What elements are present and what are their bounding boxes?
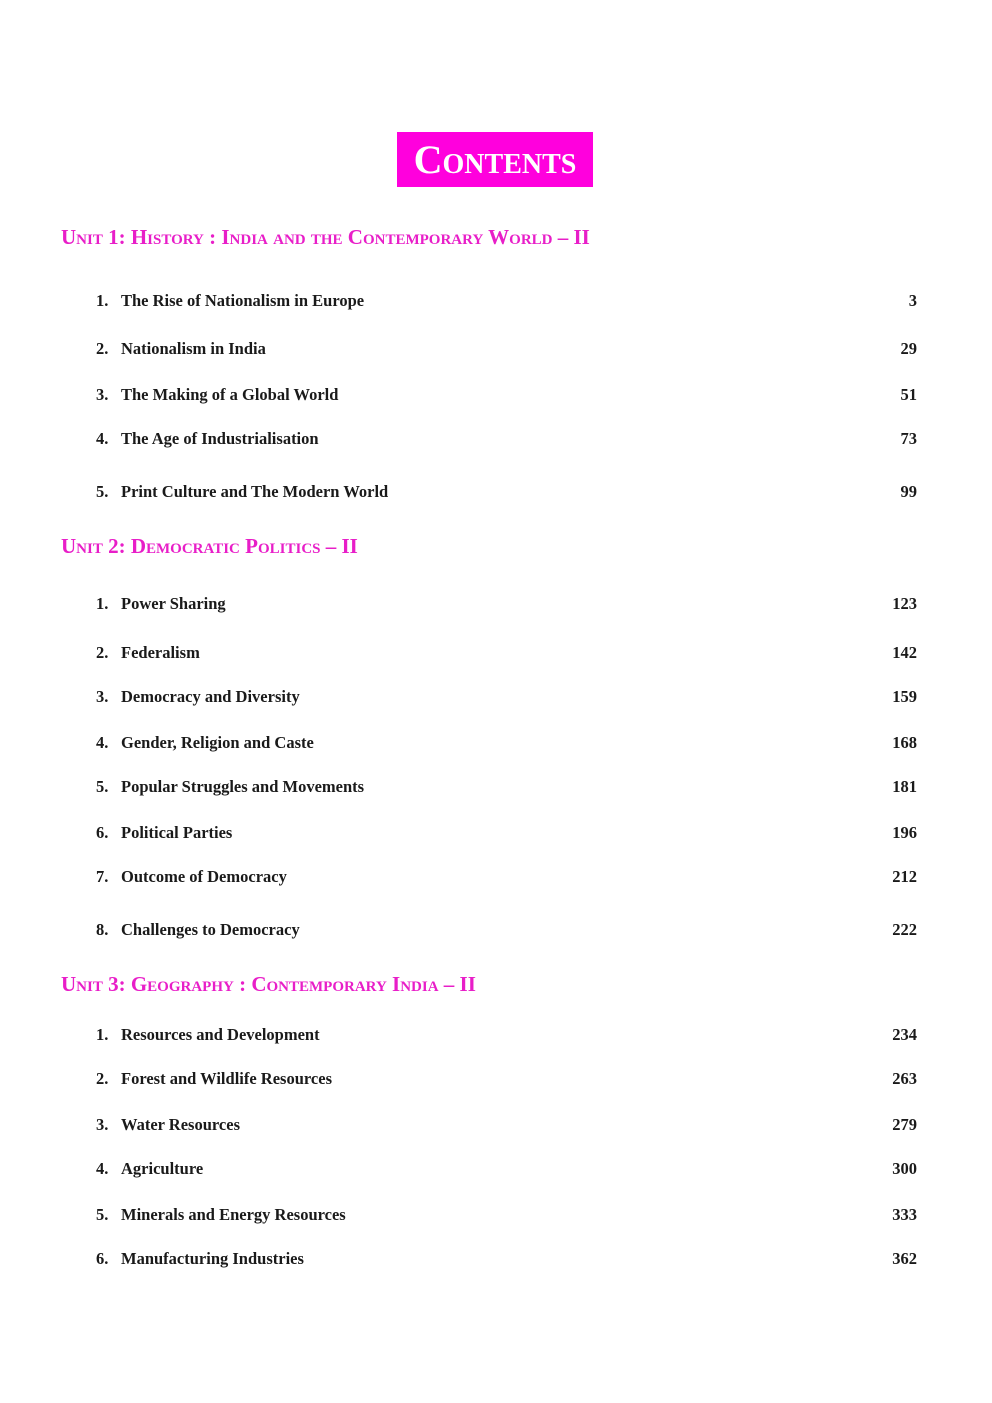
toc-entry[interactable] bbox=[96, 822, 917, 844]
chapter-title: Power Sharing bbox=[121, 594, 226, 613]
page-number: 263 bbox=[892, 1069, 917, 1088]
chapter-number: 2. bbox=[96, 1069, 109, 1088]
page-number: 142 bbox=[892, 643, 917, 662]
page-number: 362 bbox=[892, 1249, 917, 1268]
toc-entry[interactable] bbox=[96, 338, 917, 360]
chapter-title: Agriculture bbox=[121, 1159, 204, 1178]
chapter-number: 4. bbox=[96, 733, 109, 752]
chapter-number: 6. bbox=[96, 823, 109, 842]
page-number: 212 bbox=[892, 867, 917, 886]
chapter-number: 4. bbox=[96, 1159, 109, 1178]
page-number: 168 bbox=[892, 733, 917, 752]
chapter-title: Challenges to Democracy bbox=[121, 920, 300, 939]
page-number: 123 bbox=[892, 594, 917, 613]
chapter-title: Water Resources bbox=[121, 1115, 240, 1134]
contents-title: Contents bbox=[397, 132, 593, 187]
toc-entry[interactable] bbox=[96, 866, 917, 888]
chapter-number: 3. bbox=[96, 687, 109, 706]
unit-2-heading: Unit 2: Democratic Politics – II bbox=[61, 534, 358, 558]
chapter-title: Gender, Religion and Caste bbox=[121, 733, 314, 752]
toc-entry[interactable] bbox=[96, 642, 917, 664]
toc-entry[interactable] bbox=[96, 428, 917, 450]
toc-entry[interactable] bbox=[96, 919, 917, 941]
page-number: 222 bbox=[892, 920, 917, 939]
page-number: 159 bbox=[892, 687, 917, 706]
chapter-number: 6. bbox=[96, 1249, 109, 1268]
chapter-number: 1. bbox=[96, 1025, 109, 1044]
chapter-title: Federalism bbox=[121, 643, 200, 662]
toc-entry[interactable] bbox=[96, 1204, 917, 1226]
page-number: 300 bbox=[892, 1159, 917, 1178]
toc-entry[interactable] bbox=[96, 593, 917, 615]
unit-3-heading: Unit 3: Geography : Contemporary India – II bbox=[61, 972, 476, 996]
chapter-title: Print Culture and The Modern World bbox=[121, 482, 389, 501]
page-number: 333 bbox=[892, 1205, 917, 1224]
chapter-title: Popular Struggles and Movements bbox=[121, 777, 365, 796]
chapter-number: 7. bbox=[96, 867, 109, 886]
chapter-number: 5. bbox=[96, 482, 109, 501]
toc-entry[interactable] bbox=[96, 384, 917, 406]
page-number: 3 bbox=[908, 291, 917, 310]
chapter-number: 3. bbox=[96, 385, 109, 404]
page-number: 234 bbox=[892, 1025, 917, 1044]
toc-entry[interactable] bbox=[96, 732, 917, 754]
chapter-number: 1. bbox=[96, 291, 109, 310]
chapter-number: 5. bbox=[96, 777, 109, 796]
page-number: 73 bbox=[900, 429, 917, 448]
page-number: 29 bbox=[900, 339, 917, 358]
chapter-number: 1. bbox=[96, 594, 109, 613]
toc-entry[interactable] bbox=[96, 1024, 917, 1046]
chapter-title: The Making of a Global World bbox=[121, 385, 339, 404]
chapter-title: Democracy and Diversity bbox=[121, 687, 300, 706]
toc-entry[interactable] bbox=[96, 481, 917, 503]
chapter-title: Manufacturing Industries bbox=[121, 1249, 304, 1268]
chapter-number: 5. bbox=[96, 1205, 109, 1224]
chapter-title: The Rise of Nationalism in Europe bbox=[121, 291, 365, 310]
chapter-title: Resources and Development bbox=[121, 1025, 320, 1044]
toc-entry[interactable] bbox=[96, 290, 917, 312]
chapter-title: Nationalism in India bbox=[121, 339, 266, 358]
toc-entry[interactable] bbox=[96, 776, 917, 798]
chapter-number: 4. bbox=[96, 429, 109, 448]
chapter-number: 3. bbox=[96, 1115, 109, 1134]
chapter-title: Forest and Wildlife Resources bbox=[121, 1069, 332, 1088]
chapter-number: 2. bbox=[96, 643, 109, 662]
toc-entry[interactable] bbox=[96, 1158, 917, 1180]
toc-entry[interactable] bbox=[96, 1248, 917, 1270]
unit-1-heading: Unit 1: History : India and the Contemporary World – II bbox=[61, 225, 590, 249]
chapter-title: Minerals and Energy Resources bbox=[121, 1205, 346, 1224]
toc-entry[interactable] bbox=[96, 686, 917, 708]
page-number: 99 bbox=[900, 482, 917, 501]
toc-entry[interactable] bbox=[96, 1114, 917, 1136]
chapter-number: 2. bbox=[96, 339, 109, 358]
page-number: 196 bbox=[892, 823, 917, 842]
chapter-number: 8. bbox=[96, 920, 109, 939]
chapter-title: Political Parties bbox=[121, 823, 233, 842]
toc-entry[interactable] bbox=[96, 1068, 917, 1090]
page-number: 181 bbox=[892, 777, 917, 796]
chapter-title: The Age of Industrialisation bbox=[121, 429, 319, 448]
page-number: 51 bbox=[900, 385, 917, 404]
page-number: 279 bbox=[892, 1115, 917, 1134]
chapter-title: Outcome of Democracy bbox=[121, 867, 287, 886]
